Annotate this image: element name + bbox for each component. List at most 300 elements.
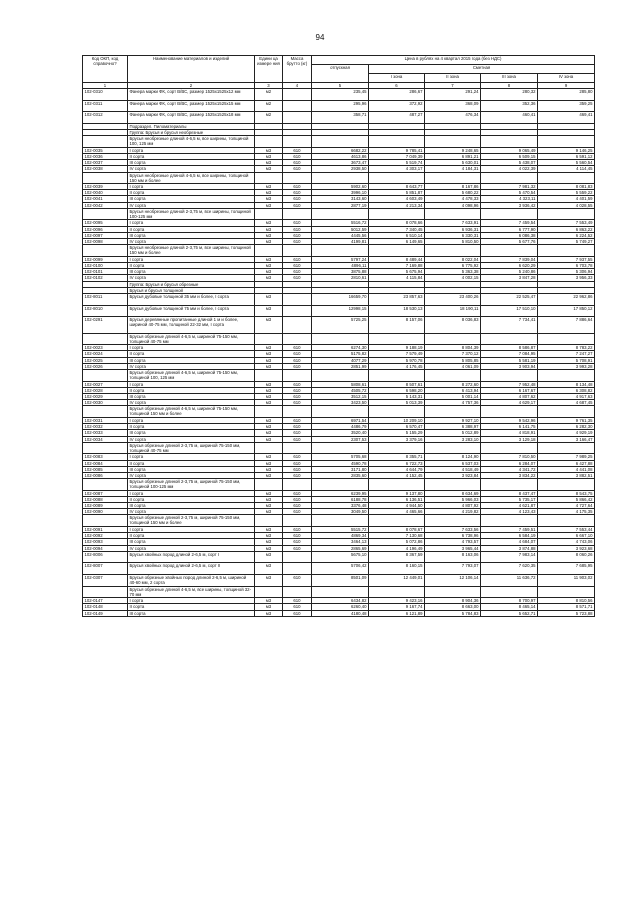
mass-cell: 610 xyxy=(283,472,312,478)
unit-cell: м3 xyxy=(255,184,283,190)
zone4-price-cell: 17 850,12 xyxy=(538,305,595,317)
zone1-price-cell: 4 115,84 xyxy=(369,275,425,281)
zone1-price-cell: 6 722,73 xyxy=(369,460,425,466)
code-cell: 102-0102 xyxy=(83,275,128,281)
code-cell: 102-0031 xyxy=(83,417,128,423)
release-price-cell: 358,71 xyxy=(312,112,369,124)
section-title: Брусья обрезные длиной 2-3,75 м, шириной 75-150 мм, толщиной 100-125 мм xyxy=(128,479,255,491)
mass-cell: 610 xyxy=(283,220,312,226)
zone4-price-cell: 5 560,54 xyxy=(538,160,595,166)
name-cell: III сорта xyxy=(128,269,255,275)
empty-cell xyxy=(255,515,283,527)
release-price-cell: 3520,40 xyxy=(312,430,369,436)
zone4-price-cell: 6 308,82 xyxy=(538,387,595,393)
zone3-price-cell: 7 810,50 xyxy=(481,454,538,460)
release-price-cell: 8501,09 xyxy=(312,574,369,586)
empty-cell xyxy=(538,406,595,418)
name-cell: Фанера марки ФК, сорт В/ВС, размер 1525х1525х12 мм xyxy=(128,89,255,101)
mass-cell: 610 xyxy=(283,430,312,436)
code-cell: 102-0029 xyxy=(83,394,128,400)
section-title: Брусья необрезные длиной 4-6,5 м, все ширины, толщиной 100, 125 мм xyxy=(128,136,255,148)
empty-cell xyxy=(255,172,283,184)
mass-cell xyxy=(283,100,312,112)
mass-cell: 610 xyxy=(283,394,312,400)
zone4-price-cell: 3 956,33 xyxy=(538,275,595,281)
mass-cell: 610 xyxy=(283,226,312,232)
name-cell: II сорта xyxy=(128,351,255,357)
name-cell: I сорта xyxy=(128,184,255,190)
name-cell: IV сорта xyxy=(128,545,255,551)
code-cell: 102-0307 xyxy=(83,574,128,586)
section-title: Брусья обрезные длиной 4-6,5 м, шириной 75-150 мм, толщиной 40-75 мм xyxy=(128,333,255,345)
zone4-price-cell: 8 060,26 xyxy=(538,551,595,563)
zone3-price-cell: 22 525,47 xyxy=(481,293,538,305)
release-price-cell: 5902,60 xyxy=(312,184,369,190)
release-price-cell: 16659,70 xyxy=(312,293,369,305)
code-cell: 102-8006 xyxy=(83,551,128,563)
empty-cell xyxy=(481,208,538,220)
unit-cell: м3 xyxy=(255,400,283,406)
zone4-price-cell: 8 810,56 xyxy=(538,598,595,604)
unit-cell: м3 xyxy=(255,539,283,545)
zone2-price-cell: 9 248,65 xyxy=(425,147,481,153)
empty-cell xyxy=(481,406,538,418)
table-row xyxy=(83,610,595,616)
unit-cell: м3 xyxy=(255,551,283,563)
unit-cell: м3 xyxy=(255,381,283,387)
unit-cell: м3 xyxy=(255,598,283,604)
release-price-cell: 6260,40 xyxy=(312,604,369,610)
unit-cell: м3 xyxy=(255,454,283,460)
zone3-price-cell: 6 777,90 xyxy=(481,226,538,232)
zone4-price-cell: 7 989,25 xyxy=(538,454,595,460)
zone2-price-cell: 476,34 xyxy=(425,112,481,124)
release-price-cell: 5725,25 xyxy=(312,317,369,334)
code-cell: 102-0027 xyxy=(83,381,128,387)
empty-cell xyxy=(255,208,283,220)
zone2-price-cell: 5 680,22 xyxy=(425,190,481,196)
zone1-price-cell: 7 340,45 xyxy=(369,226,425,232)
name-cell: IV сорта xyxy=(128,239,255,245)
zone1-price-cell: 8 643,77 xyxy=(369,184,425,190)
section-title: Брусья обрезные длиной 4-6,5 м, шириной 75-150 мм, толщиной 150 мм и более xyxy=(128,406,255,418)
zone3-price-cell: 7 981,32 xyxy=(481,184,538,190)
zone2-price-cell: 6 775,92 xyxy=(425,262,481,268)
mass-cell: 610 xyxy=(283,574,312,586)
zone2-price-cell: 5 001,14 xyxy=(425,394,481,400)
zone4-price-cell: 469,41 xyxy=(538,112,595,124)
code-cell: 102-0149 xyxy=(83,610,128,616)
name-cell: I сорта xyxy=(128,454,255,460)
unit-cell: м3 xyxy=(255,351,283,357)
release-price-cell: 2835,60 xyxy=(312,472,369,478)
release-price-cell: 3376,48 xyxy=(312,503,369,509)
section-title: Брусья обрезные длиной 2-3,75 м, шириной 75-150 мм, толщиной 150 мм и более xyxy=(128,515,255,527)
unit-cell: м3 xyxy=(255,394,283,400)
zone3-price-cell: 4 341,72 xyxy=(481,466,538,472)
zone3-price-cell: 6 167,67 xyxy=(481,387,538,393)
code-cell: 102-0026 xyxy=(83,363,128,369)
empty-cell xyxy=(369,479,425,491)
name-cell: IV сорта xyxy=(128,509,255,515)
unit-cell: м3 xyxy=(255,269,283,275)
name-cell: I сорта xyxy=(128,381,255,387)
release-price-cell: 5515,72 xyxy=(312,527,369,533)
zone3-price-cell: 4 323,11 xyxy=(481,196,538,202)
empty-cell xyxy=(481,136,538,148)
mass-cell: 610 xyxy=(283,232,312,238)
empty-cell xyxy=(481,515,538,527)
zone2-price-cell: 12 106,14 xyxy=(425,574,481,586)
section-row xyxy=(83,479,595,491)
zone2-price-cell: 5 805,85 xyxy=(425,357,481,363)
unit-cell: м3 xyxy=(255,239,283,245)
zone1-price-cell: 372,92 xyxy=(369,100,425,112)
code-cell: 102-0025 xyxy=(83,357,128,363)
code-cell xyxy=(83,136,128,148)
unit-cell: м3 xyxy=(255,220,283,226)
zone4-price-cell: 5 723,88 xyxy=(538,610,595,616)
zone4-price-cell: 9 761,35 xyxy=(538,417,595,423)
zone2-price-cell: 6 537,03 xyxy=(425,460,481,466)
release-price-cell: 3512,15 xyxy=(312,394,369,400)
unit-cell: м2 xyxy=(255,112,283,124)
zone4-price-cell: 8 783,22 xyxy=(538,345,595,351)
name-cell: III сорта xyxy=(128,610,255,616)
section-title: Брусья и брусья толщиной xyxy=(128,287,255,293)
code-cell: 102-0035 xyxy=(83,147,128,153)
zone4-price-cell: 4 687,45 xyxy=(538,400,595,406)
code-cell: 102-0312 xyxy=(83,112,128,124)
section-row xyxy=(83,172,595,184)
zone3-price-cell: 8 700,97 xyxy=(481,598,538,604)
empty-cell xyxy=(369,406,425,418)
zone1-price-cell: 5 970,78 xyxy=(369,357,425,363)
code-cell: 102-0148 xyxy=(83,604,128,610)
zone4-price-cell: 4 929,19 xyxy=(538,430,595,436)
zone3-price-cell: 4 684,07 xyxy=(481,539,538,545)
name-cell: I сорта xyxy=(128,417,255,423)
name-cell: Фанера марки ФК, сорт В/ВС, размер 1525х1525х15 мм xyxy=(128,100,255,112)
code-cell: 102-0096 xyxy=(83,226,128,232)
zone1-price-cell: 4 196,49 xyxy=(369,545,425,551)
zone3-price-cell: 3 874,88 xyxy=(481,545,538,551)
zone4-price-cell: 5 306,94 xyxy=(538,269,595,275)
zone2-price-cell: 8 022,04 xyxy=(425,256,481,262)
header-estimate: Сметная xyxy=(369,65,595,74)
zone3-price-cell: 5 677,76 xyxy=(481,239,538,245)
name-cell: Брусья хвойных пород длиной 2-6,5 м, сорт I xyxy=(128,551,255,563)
zone3-price-cell: 7 620,35 xyxy=(481,563,538,575)
zone2-price-cell: 18 190,11 xyxy=(425,305,481,317)
header-zone1: I зона xyxy=(369,74,425,83)
zone3-price-cell: 3 129,18 xyxy=(481,436,538,442)
unit-cell: м3 xyxy=(255,417,283,423)
zone3-price-cell: 3 936,42 xyxy=(481,202,538,208)
zone3-price-cell: 3 847,28 xyxy=(481,275,538,281)
release-price-cell: 5706,42 xyxy=(312,563,369,575)
release-price-cell: 3423,50 xyxy=(312,400,369,406)
name-cell: III сорта xyxy=(128,394,255,400)
mass-cell xyxy=(283,293,312,305)
zone2-price-cell: 4 793,57 xyxy=(425,539,481,545)
zone4-price-cell: 359,25 xyxy=(538,100,595,112)
table-row xyxy=(83,100,595,112)
zone1-price-cell: 9 785,41 xyxy=(369,147,425,153)
zone3-price-cell: 5 581,19 xyxy=(481,357,538,363)
zone2-price-cell: 7 793,07 xyxy=(425,563,481,575)
zone1-price-cell: 4 152,45 xyxy=(369,472,425,478)
code-cell: 102-0037 xyxy=(83,160,128,166)
zone4-price-cell: 7 553,49 xyxy=(538,220,595,226)
zone1-price-cell: 5 072,86 xyxy=(369,539,425,545)
table-row xyxy=(83,317,595,334)
zone2-price-cell: 5 784,83 xyxy=(425,610,481,616)
code-cell: 102-0084 xyxy=(83,460,128,466)
zone3-price-cell: 6 620,29 xyxy=(481,262,538,268)
zone4-price-cell: 4 743,06 xyxy=(538,539,595,545)
name-cell: I сорта xyxy=(128,490,255,496)
zone1-price-cell: 487,27 xyxy=(369,112,425,124)
zone3-price-cell: 4 807,62 xyxy=(481,394,538,400)
zone1-price-cell: 4 644,79 xyxy=(369,466,425,472)
name-cell: I сорта xyxy=(128,256,255,262)
name-cell: IV сорта xyxy=(128,166,255,172)
zone4-price-cell: 6 224,52 xyxy=(538,232,595,238)
name-cell: Брусья деревянные пропитанные длиной 1 м и более, шириной 40-75 мм, толщиной 22-32 мм, I сорта xyxy=(128,317,255,334)
zone4-price-cell: 9 146,25 xyxy=(538,147,595,153)
mass-cell: 610 xyxy=(283,239,312,245)
name-cell: I сорта xyxy=(128,598,255,604)
empty-cell xyxy=(481,245,538,257)
zone2-price-cell: 6 330,31 xyxy=(425,232,481,238)
header-zone2: II зона xyxy=(425,74,481,83)
code-cell: 102-0099 xyxy=(83,256,128,262)
zone2-price-cell: 5 966,03 xyxy=(425,496,481,502)
release-price-cell: 6188,78 xyxy=(312,496,369,502)
zone4-price-cell: 3 993,28 xyxy=(538,363,595,369)
mass-cell: 610 xyxy=(283,539,312,545)
zone3-price-cell: 6 141,75 xyxy=(481,424,538,430)
name-cell: IV сорта xyxy=(128,363,255,369)
empty-cell xyxy=(481,442,538,454)
code-cell xyxy=(83,406,128,418)
zone3-price-cell: 4 022,39 xyxy=(481,166,538,172)
zone1-price-cell: 8 367,59 xyxy=(369,551,425,563)
zone2-price-cell: 8 663,00 xyxy=(425,604,481,610)
mass-cell: 610 xyxy=(283,460,312,466)
code-cell: 102-0040 xyxy=(83,190,128,196)
unit-cell: м3 xyxy=(255,153,283,159)
zone3-price-cell: 17 510,10 xyxy=(481,305,538,317)
header-zone3: III зона xyxy=(481,74,538,83)
name-cell: II сорта xyxy=(128,533,255,539)
zone1-price-cell: 8 507,61 xyxy=(369,381,425,387)
unit-cell: м2 xyxy=(255,89,283,101)
zone3-price-cell: 8 586,87 xyxy=(481,345,538,351)
empty-cell xyxy=(312,333,369,345)
header-name: Наименование материалов и изделий xyxy=(128,56,255,83)
release-price-cell: 3996,10 xyxy=(312,190,369,196)
zone3-price-cell: 5 652,71 xyxy=(481,610,538,616)
release-price-cell: 6682,22 xyxy=(312,147,369,153)
unit-cell: м3 xyxy=(255,317,283,334)
zone2-price-cell: 6 413,94 xyxy=(425,387,481,393)
zone3-price-cell: 5 735,17 xyxy=(481,496,538,502)
release-price-cell: 5675,10 xyxy=(312,551,369,563)
mass-cell: 610 xyxy=(283,533,312,539)
empty-cell xyxy=(481,333,538,345)
unit-cell: м3 xyxy=(255,545,283,551)
zone3-price-cell: 6 509,15 xyxy=(481,153,538,159)
name-cell: II сорта xyxy=(128,604,255,610)
empty-cell xyxy=(312,406,369,418)
empty-cell xyxy=(283,136,312,148)
empty-cell xyxy=(538,479,595,491)
zone1-price-cell: 6 510,14 xyxy=(369,232,425,238)
zone2-price-cell: 4 478,33 xyxy=(425,196,481,202)
code-cell xyxy=(83,515,128,527)
mass-cell: 610 xyxy=(283,424,312,430)
unit-cell: м3 xyxy=(255,604,283,610)
unit-cell: м3 xyxy=(255,460,283,466)
name-cell: III сорта xyxy=(128,232,255,238)
empty-cell xyxy=(425,406,481,418)
code-cell: 102-0042 xyxy=(83,202,128,208)
code-cell: 102-0083 xyxy=(83,454,128,460)
empty-cell xyxy=(425,333,481,345)
release-price-cell: 2865,69 xyxy=(312,545,369,551)
code-cell: 102-0147 xyxy=(83,598,128,604)
empty-cell xyxy=(425,245,481,257)
name-cell: I сорта xyxy=(128,527,255,533)
section-title: Брусья необрезные длиной 2-3,75 м, все ширины, толщиной 100-125 мм xyxy=(128,208,255,220)
release-price-cell: 5175,82 xyxy=(312,351,369,357)
zone2-price-cell: 9 927,10 xyxy=(425,417,481,423)
table-row xyxy=(83,89,595,101)
section-row xyxy=(83,136,595,148)
release-price-cell: 5705,68 xyxy=(312,454,369,460)
name-cell: II сорта xyxy=(128,460,255,466)
code-cell: 102-0030 xyxy=(83,400,128,406)
zone4-price-cell: 4 114,45 xyxy=(538,166,595,172)
zone2-price-cell: 3 283,10 xyxy=(425,436,481,442)
name-cell: Брусья хвойных пород длиной 2-6,5 м, сорт II xyxy=(128,563,255,575)
mass-cell: 610 xyxy=(283,381,312,387)
empty-cell xyxy=(538,208,595,220)
code-cell xyxy=(83,208,128,220)
release-price-cell: 3171,80 xyxy=(312,466,369,472)
code-cell xyxy=(83,370,128,382)
zone1-price-cell: 286,67 xyxy=(369,89,425,101)
zone1-price-cell: 8 355,71 xyxy=(369,454,425,460)
code-cell: 102-0093 xyxy=(83,539,128,545)
empty-cell xyxy=(425,172,481,184)
col-number: 4 xyxy=(283,83,312,89)
section-title: Группа: Брусья и брусья необрезные xyxy=(128,129,255,135)
zone1-price-cell: 10 209,10 xyxy=(369,417,425,423)
col-number: 1 xyxy=(83,83,128,89)
zone2-price-cell: 8 904,36 xyxy=(425,598,481,604)
unit-cell: м3 xyxy=(255,160,283,166)
zone4-price-cell: 4 917,63 xyxy=(538,394,595,400)
zone2-price-cell: 7 370,12 xyxy=(425,351,481,357)
empty-cell xyxy=(283,172,312,184)
header-zone4: IV зона xyxy=(538,74,595,83)
section-title: Подраздел. Пиломатериалы xyxy=(128,123,255,129)
zone1-price-cell: 6 570,47 xyxy=(369,424,425,430)
zone4-price-cell: 8 571,71 xyxy=(538,604,595,610)
zone3-price-cell: 7 459,54 xyxy=(481,220,538,226)
mass-cell: 610 xyxy=(283,436,312,442)
zone2-price-cell: 6 936,31 xyxy=(425,226,481,232)
name-cell: IV сорта xyxy=(128,275,255,281)
name-cell: Брусья дубовые толщиной 75 мм и более, I сорта xyxy=(128,305,255,317)
name-cell: III сорта xyxy=(128,430,255,436)
empty-cell xyxy=(283,586,312,598)
release-price-cell: 4486,79 xyxy=(312,424,369,430)
unit-cell: м3 xyxy=(255,357,283,363)
code-cell: 102-0036 xyxy=(83,153,128,159)
col-number: 2 xyxy=(128,83,255,89)
release-price-cell: 235,45 xyxy=(312,89,369,101)
release-price-cell: 3875,88 xyxy=(312,269,369,275)
zone3-price-cell: 280,32 xyxy=(481,89,538,101)
zone3-price-cell: 11 636,72 xyxy=(481,574,538,586)
zone3-price-cell: 9 065,49 xyxy=(481,147,538,153)
unit-cell: м3 xyxy=(255,293,283,305)
code-cell: 102-0028 xyxy=(83,387,128,393)
zone1-price-cell: 8 078,66 xyxy=(369,220,425,226)
zone3-price-cell: 8 465,14 xyxy=(481,604,538,610)
zone4-price-cell: 4 441,08 xyxy=(538,466,595,472)
unit-cell: м3 xyxy=(255,509,283,515)
zone1-price-cell: 6 121,89 xyxy=(369,610,425,616)
zone2-price-cell: 8 163,06 xyxy=(425,551,481,563)
empty-cell xyxy=(312,442,369,454)
empty-cell xyxy=(425,479,481,491)
zone3-price-cell: 4 818,91 xyxy=(481,430,538,436)
zone2-price-cell: 291,24 xyxy=(425,89,481,101)
unit-cell: м3 xyxy=(255,436,283,442)
empty-cell xyxy=(538,333,595,345)
code-cell: 102-0032 xyxy=(83,424,128,430)
name-cell: II сорта xyxy=(128,424,255,430)
zone1-price-cell: 6 136,51 xyxy=(369,496,425,502)
release-price-cell: 3673,47 xyxy=(312,160,369,166)
code-cell: 102-0095 xyxy=(83,220,128,226)
price-table xyxy=(82,55,595,617)
empty-cell xyxy=(312,172,369,184)
name-cell: II сорта xyxy=(128,190,255,196)
mass-cell: 610 xyxy=(283,417,312,423)
section-title: Группа: Брусья и брусья обрезные xyxy=(128,281,255,287)
zone3-price-cell: 3 834,22 xyxy=(481,472,538,478)
zone2-price-cell: 6 891,21 xyxy=(425,153,481,159)
zone1-price-cell: 3 379,16 xyxy=(369,436,425,442)
name-cell: Брусья дубовые толщиной 35 мм и более, I сорта xyxy=(128,293,255,305)
section-title: Брусья обрезные длиной 4-6,5 м, шириной 75-150 мм, толщиной 100, 125 мм xyxy=(128,370,255,382)
release-price-cell: 4896,11 xyxy=(312,262,369,268)
code-cell: 102-0310 xyxy=(83,89,128,101)
section-title: Брусья необрезные длиной 2-3,75 м, все ширины, толщиной 150 мм и более xyxy=(128,245,255,257)
zone2-price-cell: 5 363,38 xyxy=(425,269,481,275)
header-code: Код ОКП, код справочно? xyxy=(83,56,128,83)
zone2-price-cell: 7 633,91 xyxy=(425,220,481,226)
empty-cell xyxy=(481,586,538,598)
release-price-cell: 4445,56 xyxy=(312,232,369,238)
zone4-price-cell: 4 727,64 xyxy=(538,503,595,509)
